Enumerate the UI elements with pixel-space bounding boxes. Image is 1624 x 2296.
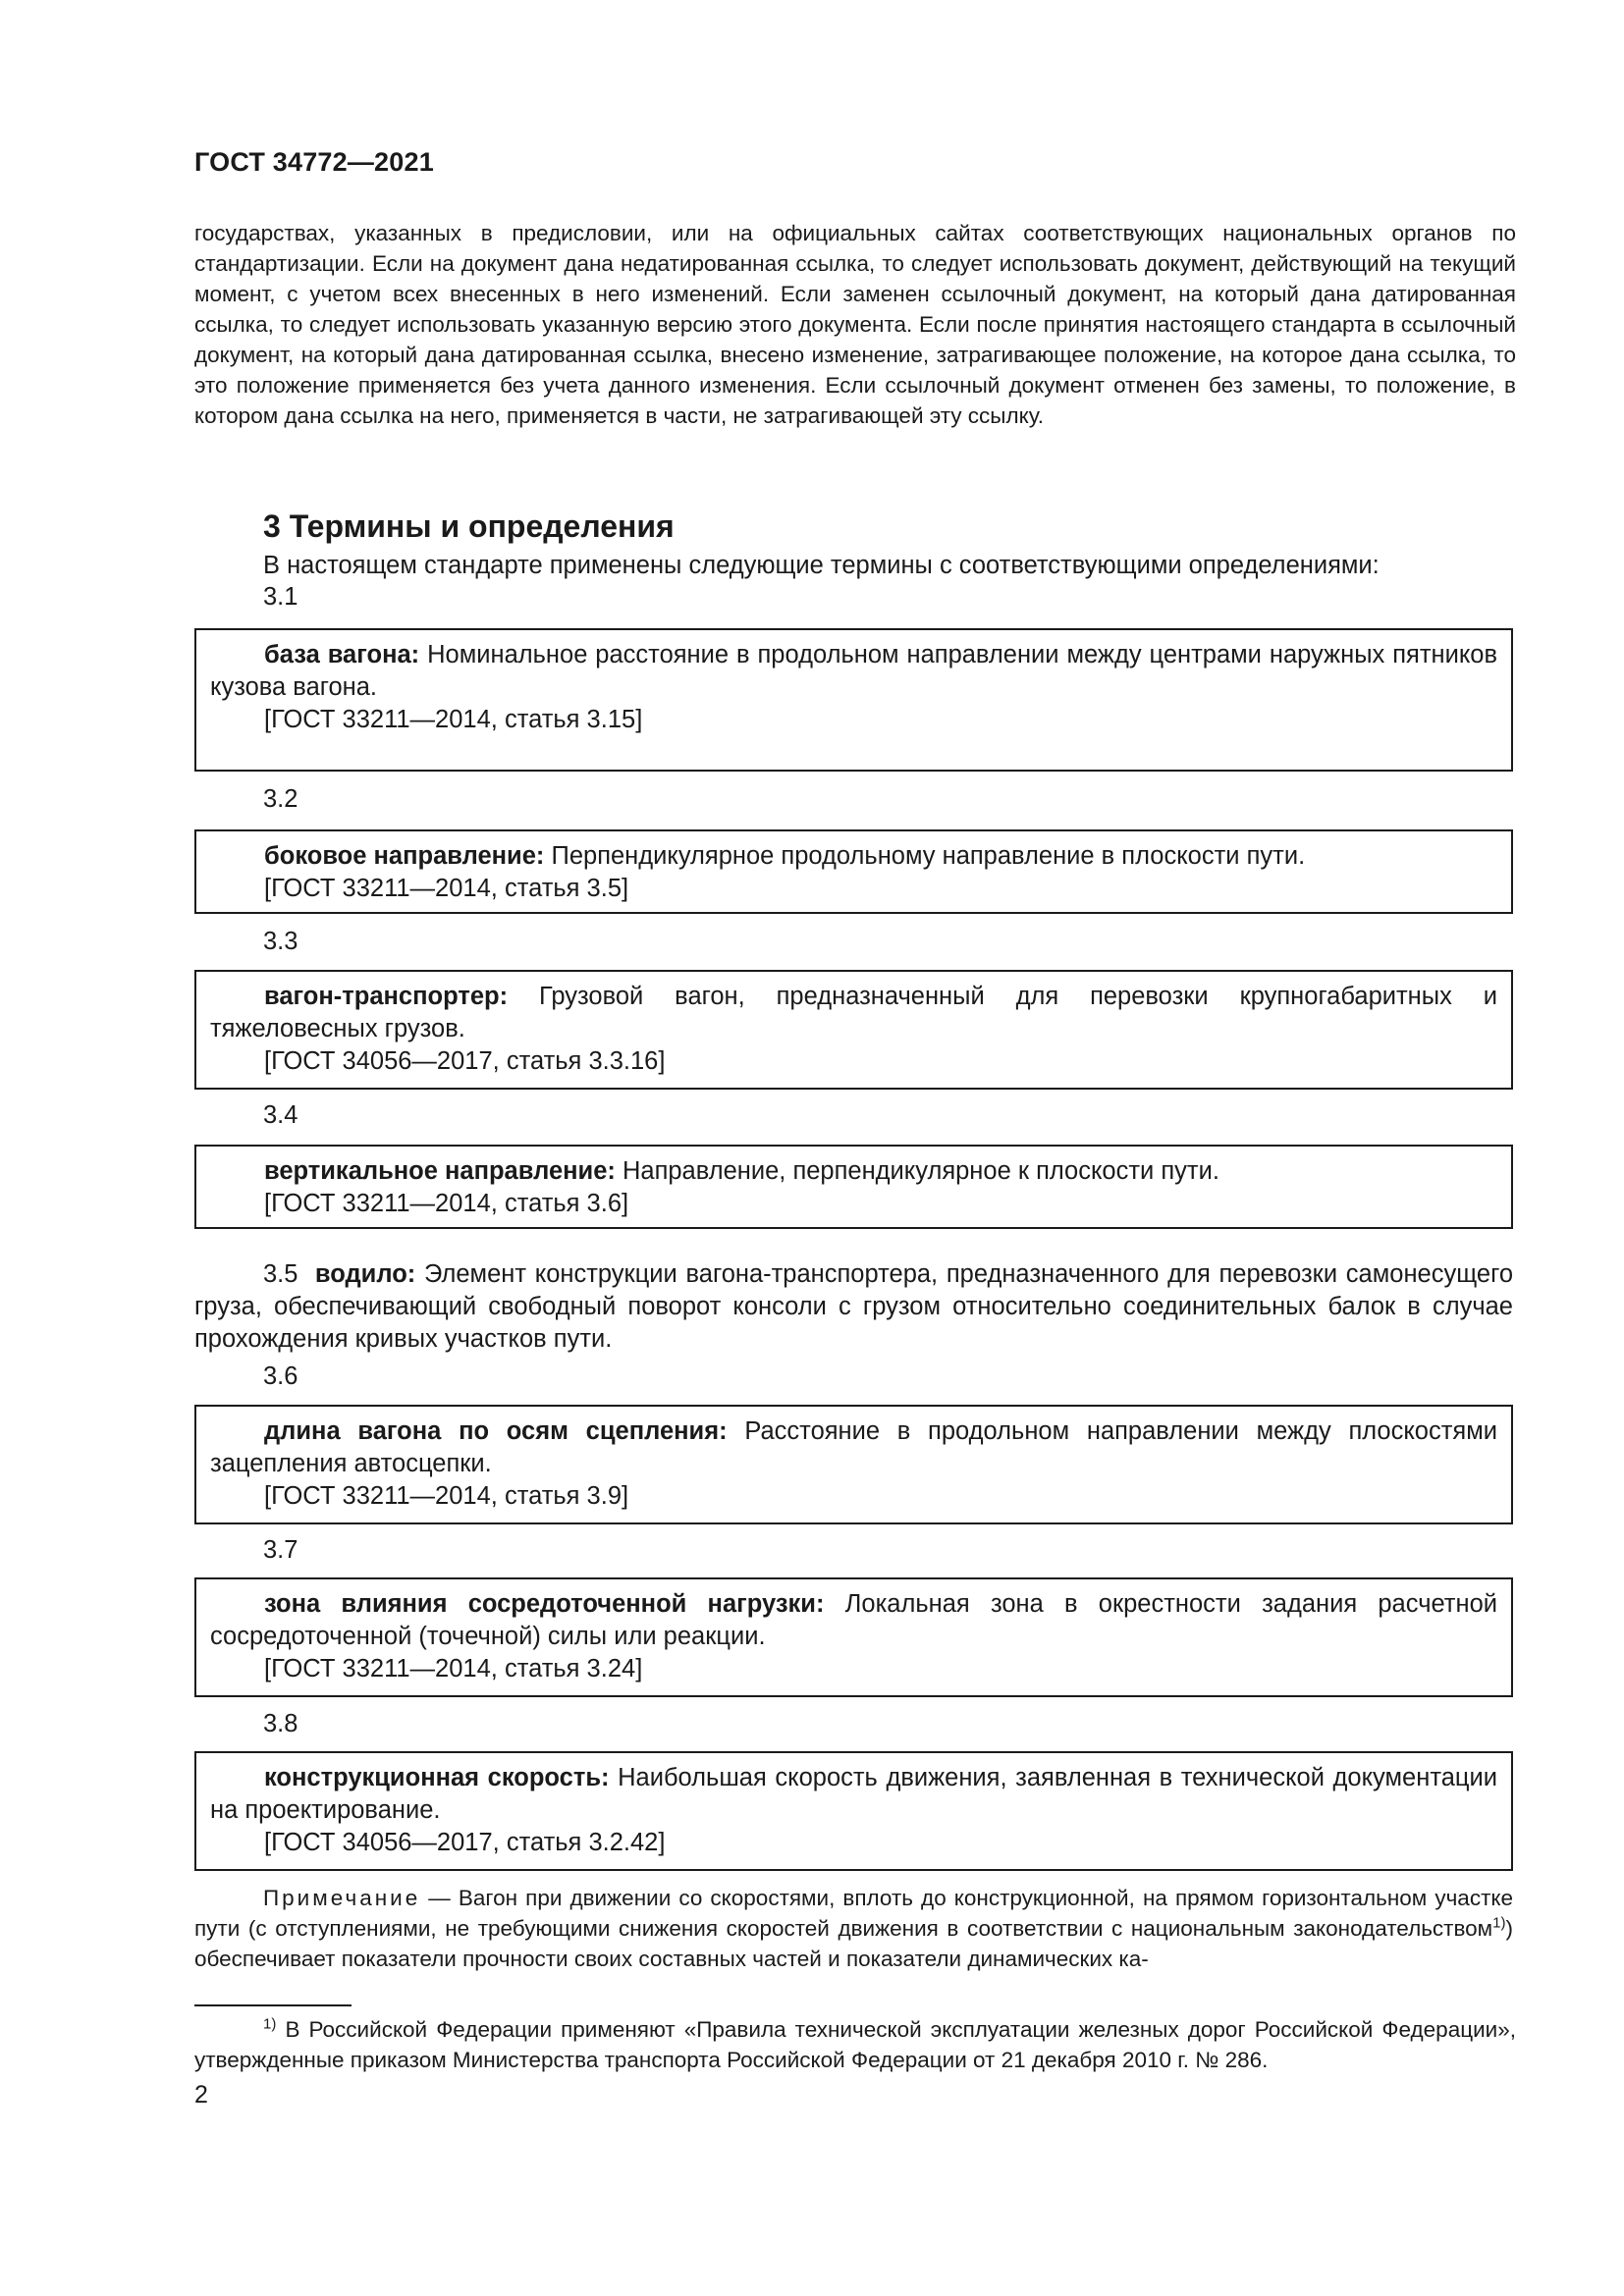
term-number: 3.7: [263, 1536, 298, 1564]
term-number: 3.8: [263, 1710, 298, 1737]
term-box: [194, 628, 1513, 772]
term-name: база вагона:: [264, 641, 420, 668]
term-box: [194, 1577, 1513, 1697]
term-definition: Перпендикулярное продольному направление в плоскости пути.: [551, 842, 1306, 870]
term-name: боковое направление:: [264, 842, 545, 870]
term-number: 3.3: [263, 928, 298, 955]
term-box: [194, 829, 1513, 914]
note-text-continued: ) обеспечивает показатели прочности своих составных частей и показатели динамических ка-: [194, 1916, 1513, 1971]
intro-paragraph: государствах, указанных в предисловии, или на официальных сайтах соответствующих национальных органов по стандартизации. Если на документ дана недатированная ссылка, то следует использовать документ, действующий на текущий момент, с учетом всех внесенных в него изменений. Если заменен ссылочный документ, на который дана датированная ссылка, то следует использовать указанную версию этого документа. Если после принятия настоящего стандарта в ссылочный документ, на который дана датированная ссылка, внесено изменение, затрагивающее положение, на которое дана ссылка, то это положение применяется без учета данного изменения. Если ссылочный документ отменен без замены, то положение, в котором дана ссылка на него, применяется в части, не затрагивающей эту ссылку.: [194, 221, 1516, 428]
term-definition: Расстояние в продольном направлении между плоскостями зацепления автосцепки.: [210, 1417, 1497, 1477]
term-number: 3.6: [263, 1362, 298, 1390]
term-box: [194, 1145, 1513, 1229]
term-source: [ГОСТ 34056—2017, статья 3.3.16]: [264, 1047, 666, 1075]
term-box: [194, 1405, 1513, 1524]
term-source: [ГОСТ 33211—2014, статья 3.15]: [264, 706, 643, 733]
footnote-reference: 1): [1492, 1914, 1506, 1932]
term-name: вертикальное направление:: [264, 1157, 616, 1185]
term-source: [ГОСТ 33211—2014, статья 3.6]: [264, 1190, 629, 1217]
term-source: [ГОСТ 34056—2017, статья 3.2.42]: [264, 1829, 666, 1856]
section-title: 3 Термины и определения: [263, 508, 675, 544]
term-number: 3.1: [263, 583, 298, 611]
term-name: конструкционная скорость:: [264, 1764, 610, 1791]
term-source: [ГОСТ 33211—2014, статья 3.24]: [264, 1655, 643, 1682]
note-label: Примечание: [263, 1886, 421, 1910]
footnote-divider: [194, 2004, 352, 2006]
term-number: 3.4: [263, 1101, 298, 1129]
term-definition: Наибольшая скорость движения, заявленная в технической документации на проектирование.: [210, 1764, 1497, 1824]
term-number: 3.5: [263, 1260, 298, 1288]
term-box: [194, 1751, 1513, 1871]
term-number: 3.2: [263, 785, 298, 813]
term-name: водило:: [314, 1260, 416, 1288]
page-number: 2: [194, 2081, 208, 2109]
section-lead: В настоящем стандарте применены следующие термины с соответствующими определениями:: [263, 552, 1380, 579]
term-definition: Грузовой вагон, предназначенный для перевозки крупногабаритных и тяжеловесных грузов.: [210, 983, 1497, 1042]
term-paragraph: [194, 1258, 1513, 1356]
term-definition: Номинальное расстояние в продольном направлении между центрами наружных пятников кузова вагона.: [210, 641, 1498, 701]
term-definition: Локальная зона в окрестности задания расчетной сосредоточенной (точечной) силы или реакции.: [210, 1590, 1497, 1650]
term-box: [194, 970, 1513, 1090]
note-text: — Вагон при движении со скоростями, вплоть до конструкционной, на прямом горизонтальном участке пути (с отступлениями, не требующими снижения скоростей движения в соответствии с национальным законодательством: [194, 1886, 1513, 1941]
footnote-mark: 1): [263, 2015, 277, 2033]
term-definition: Направление, перпендикулярное к плоскости пути.: [622, 1157, 1219, 1185]
term-source: [ГОСТ 33211—2014, статья 3.9]: [264, 1482, 629, 1510]
term-definition: Элемент конструкции вагона-транспортера, предназначенного для перевозки самонесущего груза, обеспечивающий свободный поворот консоли с грузом относительно соединительных балок в случае прохождения кривых участков пути.: [194, 1260, 1514, 1353]
term-name: зона влияния сосредоточенной нагрузки:: [264, 1590, 825, 1618]
page-header-doc-id: ГОСТ 34772—2021: [194, 147, 434, 177]
term-name: вагон-транспортер:: [264, 983, 509, 1010]
footnote-text: В Российской Федерации применяют «Правила технической эксплуатации железных дорог Российской Федерации», утвержденные приказом Министерства транспорта Российской Федерации от 21 декабря 2010 г. № 286.: [194, 2017, 1516, 2072]
term-name: длина вагона по осям сцепления:: [264, 1417, 728, 1445]
note-paragraph: [194, 1883, 1513, 1974]
footnote: [194, 2014, 1516, 2075]
term-source: [ГОСТ 33211—2014, статья 3.5]: [264, 875, 629, 902]
